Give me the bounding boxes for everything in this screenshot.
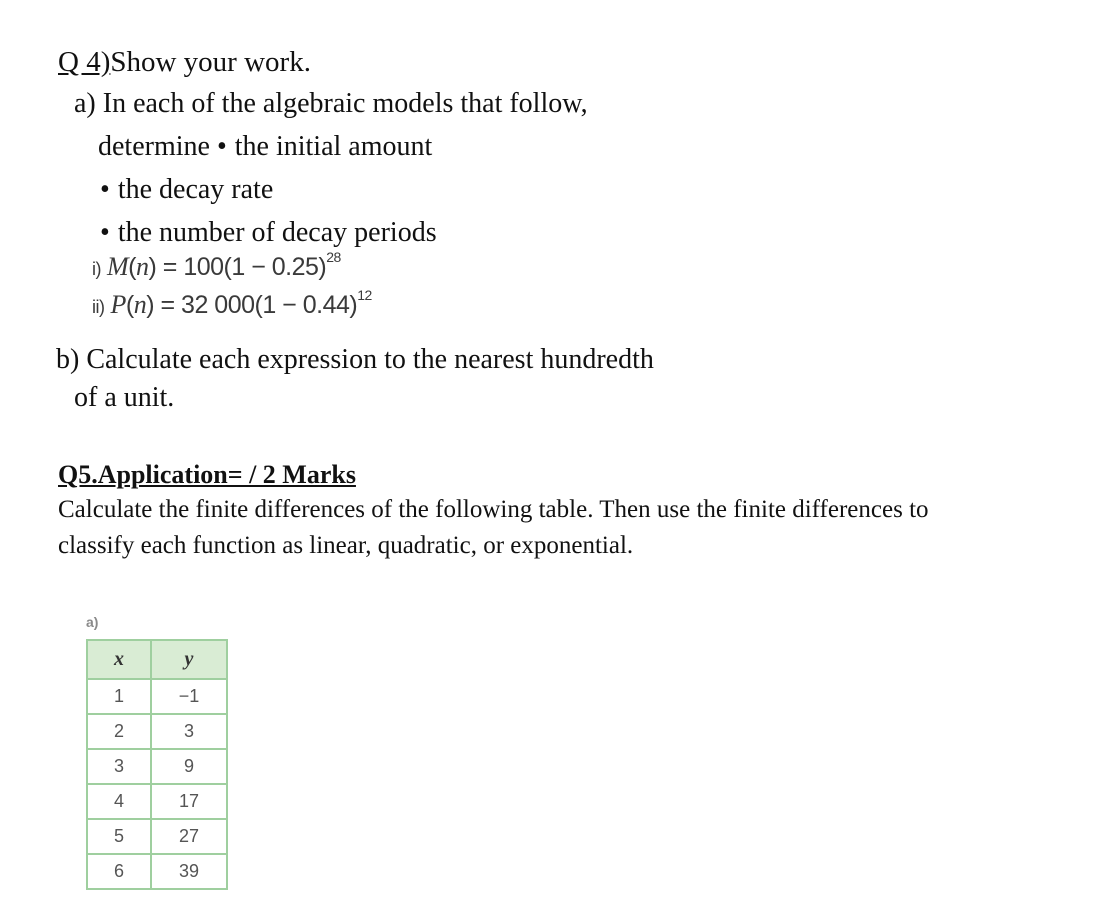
cell-y: 9: [151, 749, 227, 784]
bullet-icon: •: [216, 131, 227, 162]
equation-exponent: 12: [357, 286, 372, 303]
xy-table: [86, 639, 228, 890]
item-decay-rate: the decay rate: [117, 174, 274, 205]
item-initial-amount: the initial amount: [234, 131, 433, 162]
header-x: x: [87, 640, 151, 679]
cell-x: 4: [87, 784, 151, 819]
equation-i: i) $M(n) = 100(1 - 0.25)^{28}$: [92, 248, 341, 281]
q4-part-a: a) In each of the algebraic models that follow,: [74, 88, 588, 119]
q4-item-decay-rate: [100, 174, 273, 206]
table-row: [87, 679, 227, 714]
table-row: [87, 714, 227, 749]
equation-rhs: = 100(1 − 0.25): [156, 253, 327, 281]
q4-determine-line: [98, 131, 432, 163]
table-row: [87, 819, 227, 854]
cell-x: 6: [87, 854, 151, 889]
equation-label: i): [92, 259, 101, 279]
q5-instruction-line1: Calculate the finite differences of the following table. Then use the finite differences to: [58, 496, 929, 523]
determine-word: determine: [98, 131, 210, 162]
equation-func: M: [107, 252, 129, 281]
table-row: [87, 784, 227, 819]
bullet-icon: •: [100, 174, 110, 205]
q4-part-b-line2: of a unit.: [74, 382, 175, 413]
equation-func: P: [110, 290, 126, 319]
bullet-icon: •: [100, 217, 110, 248]
equation-label: ii): [92, 297, 105, 317]
cell-y: 17: [151, 784, 227, 819]
cell-y: 3: [151, 714, 227, 749]
cell-y: −1: [151, 679, 227, 714]
q4-instruction: Show your work.: [110, 46, 311, 78]
table-label: a): [86, 614, 99, 630]
header-y: y: [151, 640, 227, 679]
table-row: [87, 749, 227, 784]
equation-exponent: 28: [326, 248, 341, 265]
q5-instruction-line2: classify each function as linear, quadratic, or exponential.: [58, 532, 634, 559]
q5-heading: Q5.Application= / 2 Marks: [58, 460, 356, 489]
cell-x: 1: [87, 679, 151, 714]
equation-var: n: [136, 252, 149, 281]
equation-ii: ii) P(n) = 32 $000(1 - 0.44)^{12}$: [92, 286, 372, 319]
cell-x: 2: [87, 714, 151, 749]
table-header-row: [87, 640, 227, 679]
cell-y: 39: [151, 854, 227, 889]
q4-number: Q 4): [58, 46, 111, 78]
cell-y: 27: [151, 819, 227, 854]
table-row: [87, 854, 227, 889]
cell-x: 5: [87, 819, 151, 854]
item-decay-periods: the number of decay periods: [117, 217, 437, 248]
q4-part-b-line1: b) Calculate each expression to the nearest hundredth: [56, 344, 654, 375]
cell-x: 3: [87, 749, 151, 784]
q4-item-decay-periods: [100, 217, 437, 249]
equation-var: n: [133, 290, 147, 319]
q4-heading: [58, 46, 311, 79]
equation-rhs: = 32 000(1 − 0.44): [154, 291, 358, 319]
